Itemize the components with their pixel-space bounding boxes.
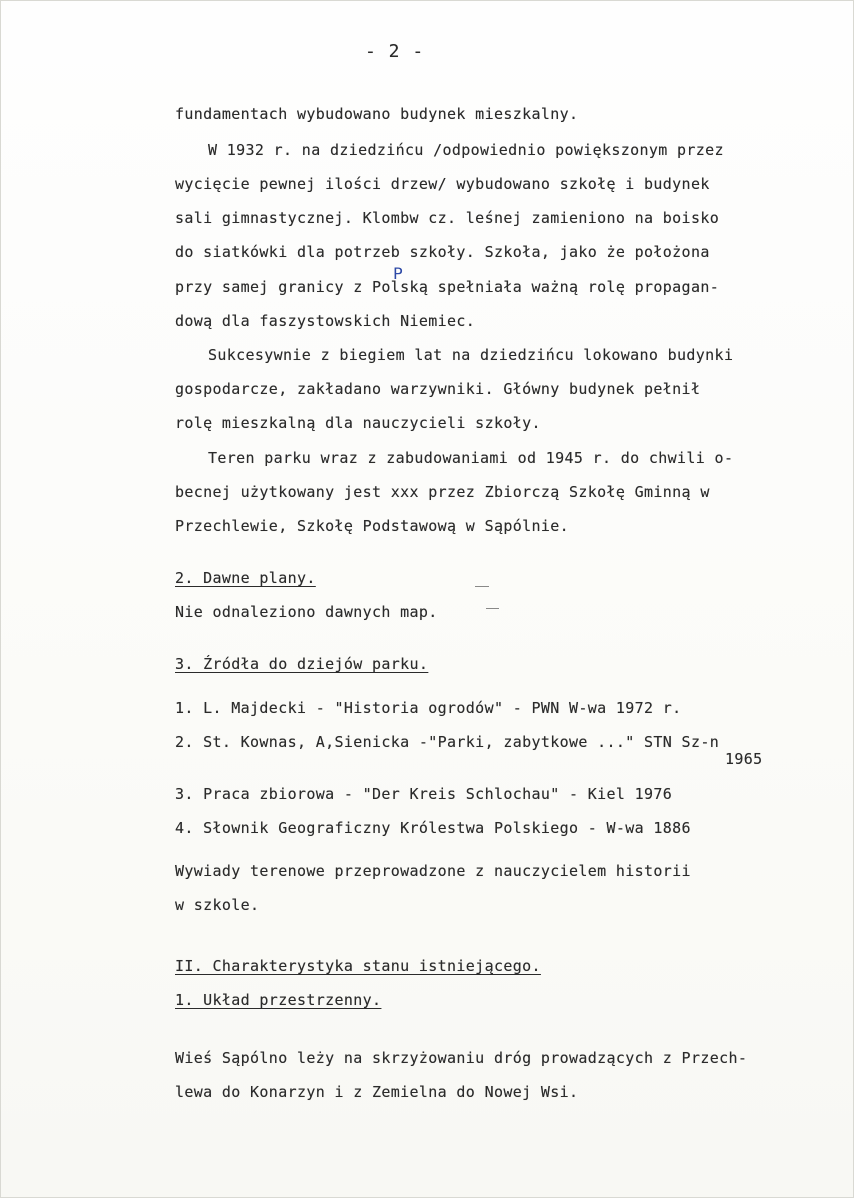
- reference-3: 3. Praca zbiorowa - "Der Kreis Schlochau" - Kiel 1976: [175, 785, 673, 803]
- reference-2: 2. St. Kownas, A,Sienicka -"Parki, zabytkowe ..." STN Sz-n: [175, 733, 720, 751]
- interviews-line-2: w szkole.: [175, 896, 260, 914]
- paragraph-line-11: Teren parku wraz z zabudowaniami od 1945 r. do chwili o-: [208, 449, 734, 467]
- paragraph-line-12: becnej użytkowany jest xxx przez Zbiorczą Szkołę Gminną w: [175, 483, 710, 501]
- page-number: - 2 -: [365, 41, 425, 62]
- margin-dash-mark: [486, 608, 499, 609]
- old-plans-heading: 2. Dawne plany.: [175, 569, 316, 587]
- paragraph-line-10: rolę mieszkalną dla nauczycieli szkoły.: [175, 414, 541, 432]
- interviews-line-1: Wywiady terenowe przeprowadzone z nauczycielem historii: [175, 862, 691, 880]
- final-paragraph-line-2: lewa do Konarzyn i z Zemielna do Nowej Wsi.: [175, 1083, 579, 1101]
- paragraph-line-8: Sukcesywnie z biegiem lat na dziedzińcu lokowano budynki: [208, 346, 734, 364]
- reference-2-year: 1965: [725, 750, 763, 768]
- paragraph-line-1: fundamentach wybudowano budynek mieszkalny.: [175, 105, 579, 123]
- paragraph-line-9: gospodarcze, zakładano warzywniki. Główny budynek pełnił: [175, 380, 701, 398]
- reference-1: 1. L. Majdecki - "Historia ogrodów" - PWN W-wa 1972 r.: [175, 699, 682, 717]
- chapter-heading: II. Charakterystyka stanu istniejącego.: [175, 957, 541, 975]
- paragraph-line-2: W 1932 r. na dziedzińcu /odpowiednio powiększonym przez: [208, 141, 724, 159]
- paragraph-line-3: wycięcie pewnej ilości drzew/ wybudowano szkołę i budynek: [175, 175, 710, 193]
- reference-4: 4. Słownik Geograficzny Królestwa Polskiego - W-wa 1886: [175, 819, 691, 837]
- margin-dash-mark: [475, 586, 489, 587]
- paragraph-line-6: przy samej granicy z Polską spełniała ważną rolę propagan-: [175, 278, 720, 296]
- sources-heading: 3. Źródła do dziejów parku.: [175, 655, 429, 673]
- paragraph-line-5: do siatkówki dla potrzeb szkoły. Szkoła, jako że położona: [175, 243, 710, 261]
- spatial-heading: 1. Układ przestrzenny.: [175, 991, 382, 1009]
- paragraph-line-4: sali gimnastycznej. Klombw cz. leśnej zamieniono na boisko: [175, 209, 720, 227]
- old-plans-text: Nie odnaleziono dawnych map.: [175, 603, 438, 621]
- handwritten-p-mark: P: [393, 264, 403, 283]
- final-paragraph-line-1: Wieś Sąpólno leży na skrzyżowaniu dróg prowadzących z Przech-: [175, 1049, 748, 1067]
- paragraph-line-13: Przechlewie, Szkołę Podstawową w Sąpólnie.: [175, 517, 569, 535]
- paragraph-line-7: dową dla faszystowskich Niemiec.: [175, 312, 476, 330]
